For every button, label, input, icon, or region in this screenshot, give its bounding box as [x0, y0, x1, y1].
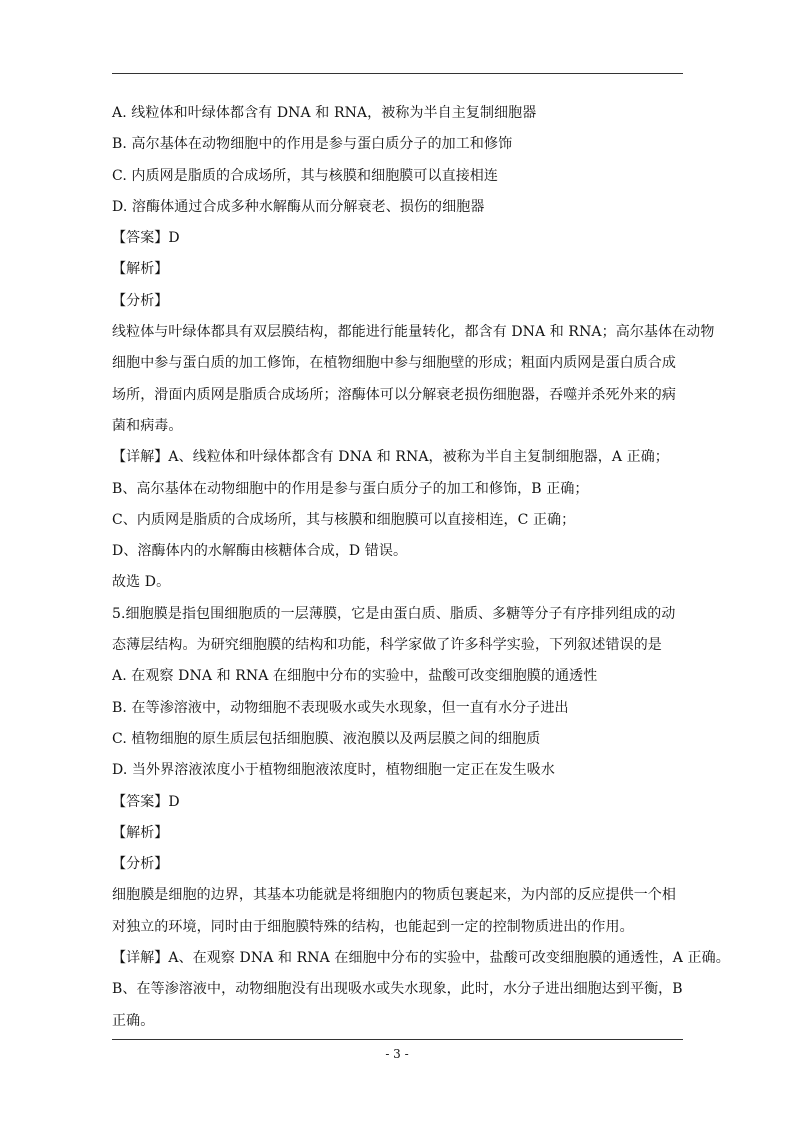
analysis-text-line: 场所，滑面内质网是脂质合成场所；溶酶体可以分解衰老损伤细胞器，吞噬并杀死外来的病	[112, 386, 676, 403]
analysis-text-line: 细胞膜是细胞的边界，其基本功能就是将细胞内的物质包裹起来，为内部的反应提供一个相	[112, 887, 676, 904]
detail-line: 【详解】A、在观察 DNA 和 RNA 在细胞中分布的实验中，盐酸可改变细胞膜的通透性，A 正确。	[112, 950, 730, 967]
question-5-stem: 态薄层结构。为研究细胞膜的结构和功能，科学家做了许多科学实验，下列叙述错误的是	[112, 637, 662, 654]
document-body	[112, 98, 730, 1037]
analysis-heading-q5: 【解析】	[112, 824, 169, 841]
detail-line: 正确。	[112, 1012, 155, 1029]
header-rule	[112, 73, 683, 74]
analysis-text-line: 线粒体与叶绿体都具有双层膜结构，都能进行能量转化，都含有 DNA 和 RNA；高尔基体在动物	[112, 324, 715, 341]
option-b-q5: B. 在等渗溶液中，动物细胞不表现吸水或失水现象，但一直有水分子进出	[112, 699, 569, 716]
option-d-q5: D. 当外界溶液浓度小于植物细胞液浓度时，植物细胞一定正在发生吸水	[112, 762, 555, 779]
option-d-q4: D. 溶酶体通过合成多种水解酶从而分解衰老、损伤的细胞器	[112, 198, 485, 215]
analysis-text-line: 菌和病毒。	[112, 417, 183, 434]
question-5-stem: 5.细胞膜是指包围细胞质的一层薄膜，它是由蛋白质、脂质、多糖等分子有序排列组成的动	[112, 605, 676, 622]
option-a-q4: A. 线粒体和叶绿体都含有 DNA 和 RNA，被称为半自主复制细胞器	[112, 105, 537, 121]
detail-line: B、在等渗溶液中，动物细胞没有出现吸水或失水现象，此时，水分子进出细胞达到平衡，B	[112, 981, 683, 998]
detail-line: 【详解】A、线粒体和叶绿体都含有 DNA 和 RNA，被称为半自主复制细胞器，A 正确；	[112, 449, 669, 466]
analysis-text-line: 对独立的环境，同时由于细胞膜特殊的结构，也能起到一定的控制物质进出的作用。	[112, 918, 634, 935]
detail-line: B、高尔基体在动物细胞中的作用是参与蛋白质分子的加工和修饰，B 正确；	[112, 480, 589, 497]
option-c-q5: C. 植物细胞的原生质层包括细胞膜、液泡膜以及两层膜之间的细胞质	[112, 730, 541, 747]
analysis-subheading-q5: 【分析】	[112, 856, 169, 873]
answer-q4: 【答案】D	[112, 230, 180, 247]
detail-line: C、内质网是脂质的合成场所，其与核膜和细胞膜可以直接相连，C 正确；	[112, 511, 576, 528]
analysis-text-line: 细胞中参与蛋白质的加工修饰，在植物细胞中参与细胞壁的形成；粗面内质网是蛋白质合成	[112, 355, 676, 372]
option-b-q4: B. 高尔基体在动物细胞中的作用是参与蛋白质分子的加工和修饰	[112, 136, 513, 153]
answer-q5: 【答案】D	[112, 793, 180, 810]
page-number: - 3 -	[385, 1047, 409, 1061]
choice-line-q4: 故选 D。	[112, 574, 171, 591]
footer-rule	[112, 1039, 683, 1040]
option-a-q5: A. 在观察 DNA 和 RNA 在细胞中分布的实验中，盐酸可改变细胞膜的通透性	[112, 668, 598, 685]
option-c-q4: C. 内质网是脂质的合成场所，其与核膜和细胞膜可以直接相连	[112, 167, 499, 184]
detail-line: D、溶酶体内的水解酶由核糖体合成，D 错误。	[112, 543, 408, 560]
analysis-heading-q4: 【解析】	[112, 261, 169, 278]
analysis-subheading-q4: 【分析】	[112, 292, 169, 309]
